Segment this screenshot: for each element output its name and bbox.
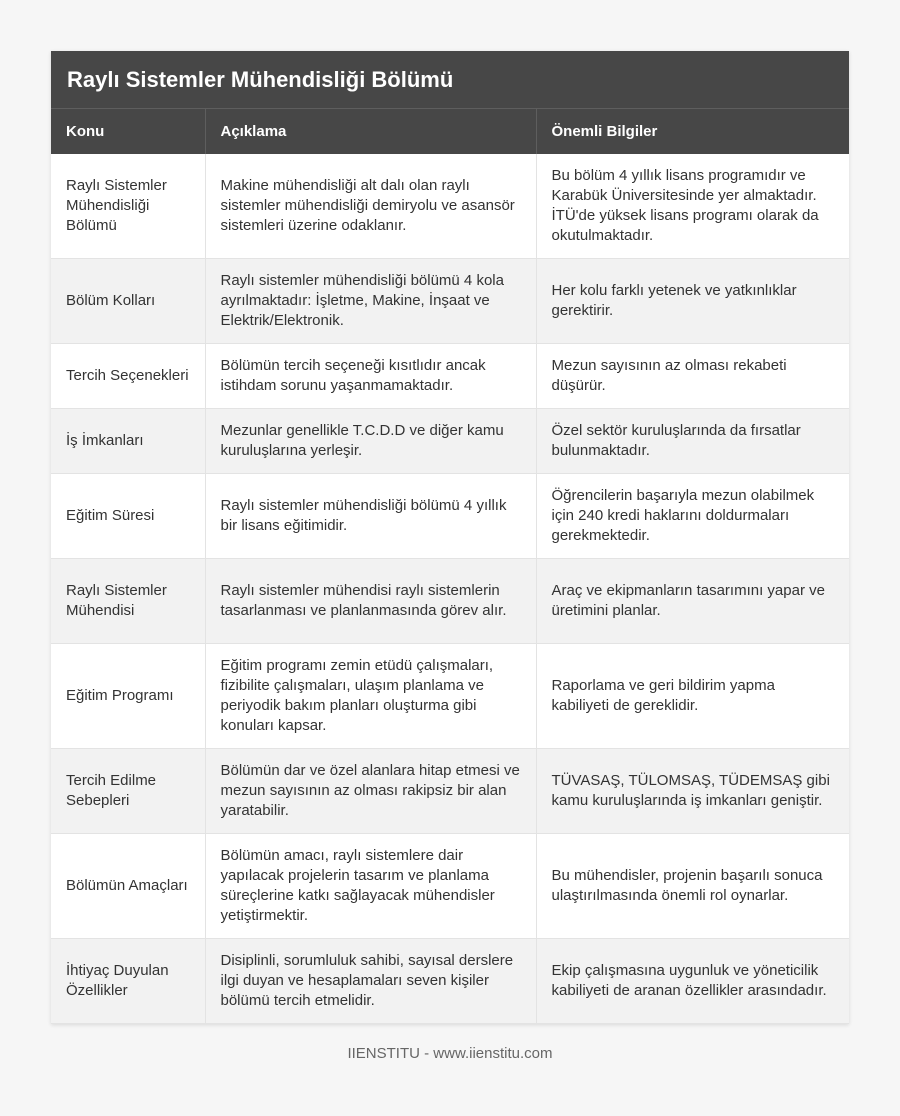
column-header-topic: Konu: [51, 109, 205, 154]
cell-description: Bölümün tercih seçeneği kısıtlıdır ancak istihdam sorunu yaşanmamaktadır.: [205, 344, 536, 409]
cell-description: Eğitim programı zemin etüdü çalışmaları, fizibilite çalışmaları, ulaşım planlama ve periyodik bakım planları oluşturma gibi konuları kapsar.: [205, 644, 536, 749]
cell-info: Bu mühendisler, projenin başarılı sonuca ulaştırılmasında önemli rol oynarlar.: [536, 834, 849, 939]
cell-info: Özel sektör kuruluşlarında da fırsatlar bulunmaktadır.: [536, 409, 849, 474]
cell-topic: Bölümün Amaçları: [51, 834, 205, 939]
table-card: [51, 51, 849, 1024]
table-row: [51, 259, 849, 344]
cell-description: Raylı sistemler mühendisliği bölümü 4 kola ayrılmaktadır: İşletme, Makine, İnşaat ve Elektrik/Elektronik.: [205, 259, 536, 344]
cell-topic: Tercih Edilme Sebepleri: [51, 749, 205, 834]
cell-info: Her kolu farklı yetenek ve yatkınlıklar gerektirir.: [536, 259, 849, 344]
info-table: [51, 108, 849, 1024]
table-row: [51, 939, 849, 1024]
cell-topic: İhtiyaç Duyulan Özellikler: [51, 939, 205, 1024]
cell-topic: Tercih Seçenekleri: [51, 344, 205, 409]
cell-topic: Bölüm Kolları: [51, 259, 205, 344]
cell-info: Bu bölüm 4 yıllık lisans programıdır ve Karabük Üniversitesinde yer almaktadır. İTÜ'de yüksek lisans programı olarak da okutulmaktadır.: [536, 154, 849, 259]
cell-info: Mezun sayısının az olması rekabeti düşürür.: [536, 344, 849, 409]
cell-info: Araç ve ekipmanların tasarımını yapar ve üretimini planlar.: [536, 559, 849, 644]
cell-description: Raylı sistemler mühendisi raylı sistemlerin tasarlanması ve planlanmasında görev alır.: [205, 559, 536, 644]
table-row: [51, 409, 849, 474]
table-row: [51, 644, 849, 749]
table-row: [51, 344, 849, 409]
table-row: [51, 749, 849, 834]
cell-info: Raporlama ve geri bildirim yapma kabiliyeti de gereklidir.: [536, 644, 849, 749]
cell-topic: Raylı Sistemler Mühendisliği Bölümü: [51, 154, 205, 259]
header-row: [51, 109, 849, 154]
cell-topic: Eğitim Programı: [51, 644, 205, 749]
table-row: [51, 154, 849, 259]
cell-description: Disiplinli, sorumluluk sahibi, sayısal derslere ilgi duyan ve hesaplamaları seven kişiler bölümü tercih etmelidir.: [205, 939, 536, 1024]
cell-info: Öğrencilerin başarıyla mezun olabilmek için 240 kredi haklarını doldurmaları gerekmektedir.: [536, 474, 849, 559]
table-row: [51, 834, 849, 939]
cell-description: Bölümün amacı, raylı sistemlere dair yapılacak projelerin tasarım ve planlama süreçlerine katkı sağlayacak mühendisler yetiştirmektir.: [205, 834, 536, 939]
table-row: [51, 474, 849, 559]
cell-description: Makine mühendisliği alt dalı olan raylı sistemler mühendisliği demiryolu ve asansör sistemleri üzerine odaklanır.: [205, 154, 536, 259]
table-row: [51, 559, 849, 644]
column-header-description: Açıklama: [205, 109, 536, 154]
table-title: Raylı Sistemler Mühendisliği Bölümü: [51, 51, 849, 108]
cell-info: TÜVASAŞ, TÜLOMSAŞ, TÜDEMSAŞ gibi kamu kuruluşlarında iş imkanları geniştir.: [536, 749, 849, 834]
cell-topic: Eğitim Süresi: [51, 474, 205, 559]
cell-topic: İş İmkanları: [51, 409, 205, 474]
cell-description: Raylı sistemler mühendisliği bölümü 4 yıllık bir lisans eğitimidir.: [205, 474, 536, 559]
footer-credit: IIENSTITU - www.iienstitu.com: [347, 1045, 553, 1062]
cell-topic: Raylı Sistemler Mühendisi: [51, 559, 205, 644]
cell-description: Bölümün dar ve özel alanlara hitap etmesi ve mezun sayısının az olması rakipsiz bir alan yaratabilir.: [205, 749, 536, 834]
column-header-info: Önemli Bilgiler: [536, 109, 849, 154]
cell-description: Mezunlar genellikle T.C.D.D ve diğer kamu kuruluşlarına yerleşir.: [205, 409, 536, 474]
cell-info: Ekip çalışmasına uygunluk ve yöneticilik kabiliyeti de aranan özellikler arasındadır.: [536, 939, 849, 1024]
